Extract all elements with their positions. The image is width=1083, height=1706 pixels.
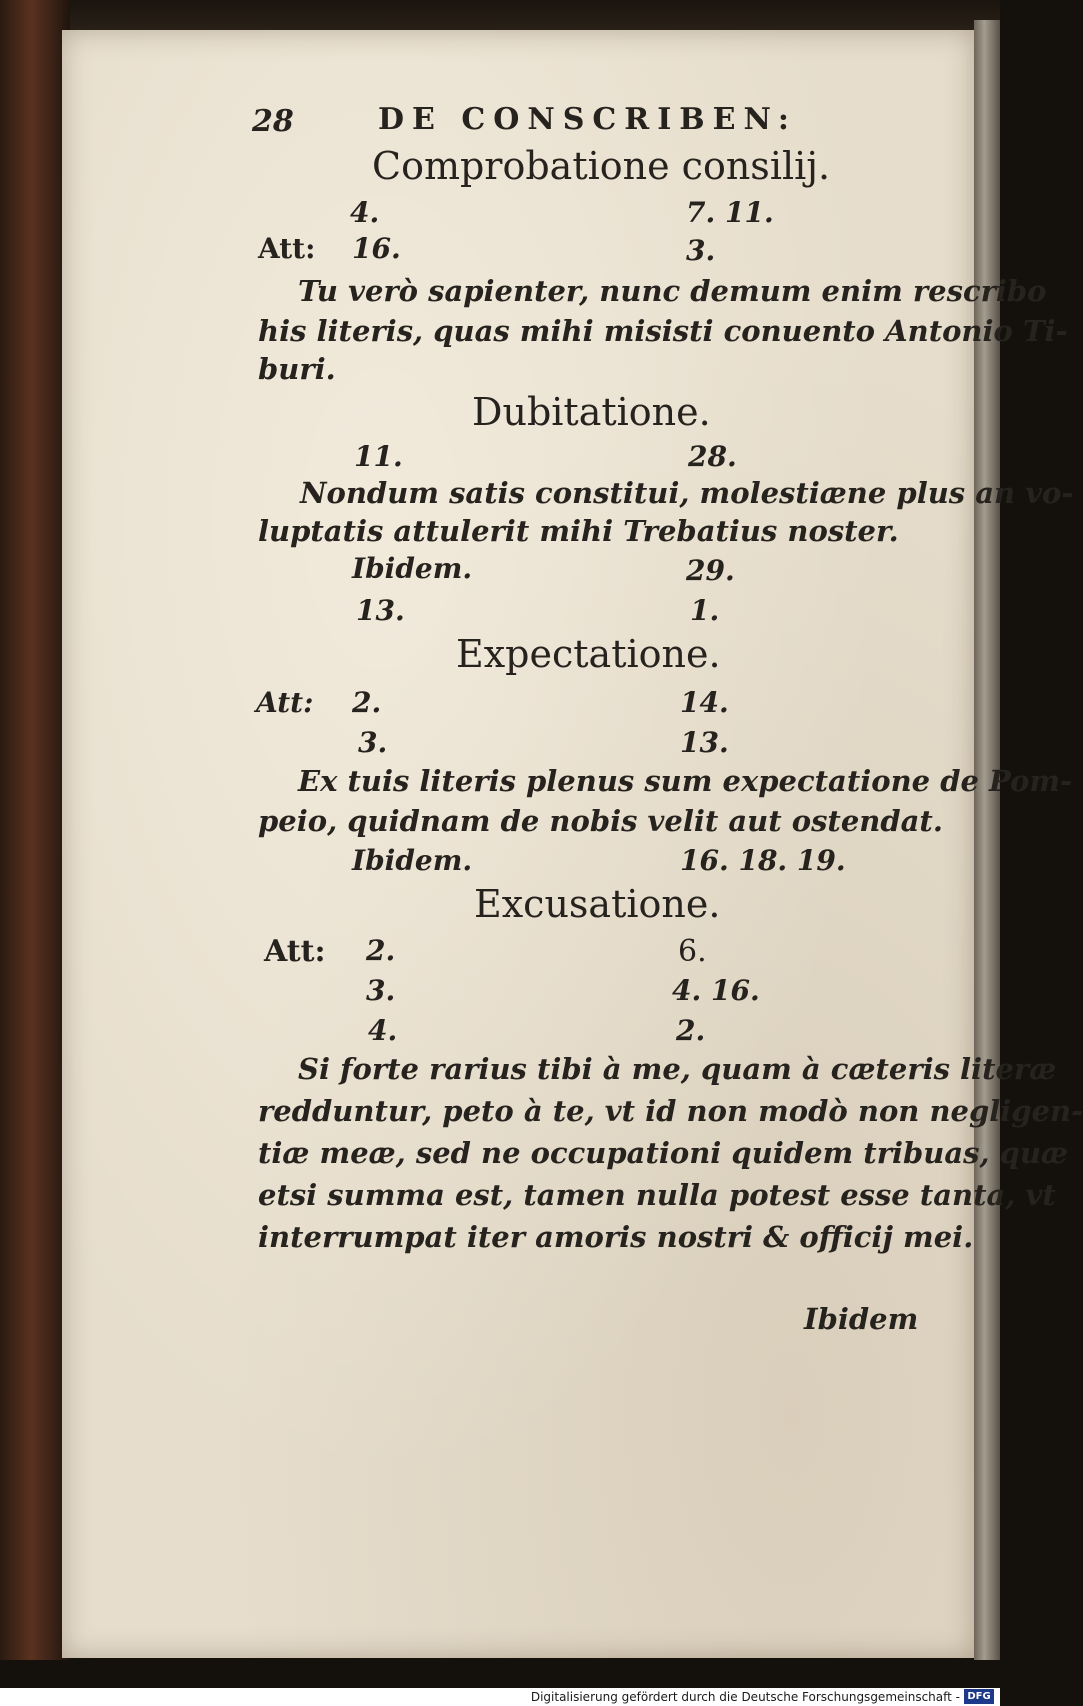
text-line: tiæ meæ, sed ne occupationi quidem tribuas, quæ: [258, 1136, 1069, 1170]
ref: 6.: [678, 934, 707, 969]
section-heading-excusatione: Excusatione.: [474, 882, 721, 926]
page-number: 28: [252, 104, 294, 139]
ref: 4. 16.: [672, 974, 760, 1007]
text-line: Tu verò sapienter, nunc demum enim rescribo: [298, 274, 1047, 308]
section-heading-comprobatione: Comprobatione consilij.: [372, 144, 831, 188]
ref: 29.: [686, 554, 735, 587]
ref: 3.: [358, 726, 388, 759]
ref-label: Att:: [258, 232, 316, 265]
text-line: etsi summa est, tamen nulla potest esse tanta, vt: [258, 1178, 1056, 1212]
dfg-logo: DFG: [964, 1689, 994, 1704]
ref: 3.: [366, 974, 396, 1007]
section-heading-expectatione: Expectatione.: [456, 632, 721, 676]
text-line: Nondum satis constitui, molestiæne plus an vo-: [300, 476, 1074, 510]
ref: 1.: [690, 594, 720, 627]
text-line: redduntur, peto à te, vt id non modò non negligen-: [258, 1094, 1083, 1128]
text-line: Si forte rarius tibi à me, quam à cæteris literæ: [298, 1052, 1057, 1086]
ref: 4.: [350, 196, 380, 229]
ref: 4.: [368, 1014, 398, 1047]
text-line: Ex tuis literis plenus sum expectatione de Pom-: [298, 764, 1073, 798]
ref: 3.: [686, 234, 716, 267]
ref: 14.: [680, 686, 729, 719]
book-binding-left: [0, 0, 70, 1660]
ref: 16. 18. 19.: [680, 844, 846, 877]
ref: 7. 11.: [686, 196, 774, 229]
digitization-credit: Digitalisierung gefördert durch die Deutsche Forschungsgemeinschaft -: [530, 1690, 960, 1704]
ref: 16.: [352, 232, 401, 265]
ref: Ibidem.: [352, 844, 473, 877]
section-heading-dubitatione: Dubitatione.: [472, 390, 711, 434]
ref: 2.: [676, 1014, 706, 1047]
page-edge-right: [974, 20, 1000, 1660]
catchword: Ibidem: [804, 1302, 919, 1336]
book-cover-top: [60, 0, 1000, 34]
running-head: DE CONSCRIBEN:: [378, 102, 797, 137]
text-line: peio, quidnam de nobis velit aut ostendat.: [258, 804, 943, 838]
text-line: interrumpat iter amoris nostri & officij mei.: [258, 1220, 974, 1254]
text-line: his literis, quas mihi misisti conuento Antonio Ti-: [258, 314, 1068, 348]
ref: 13.: [356, 594, 405, 627]
ref: Ibidem.: [352, 552, 473, 585]
ref: 2.: [352, 686, 382, 719]
ref: 13.: [680, 726, 729, 759]
ref-label: Att:: [256, 686, 314, 719]
text-line: buri.: [258, 352, 336, 386]
ref: 11.: [354, 440, 403, 473]
ref: 2.: [366, 934, 396, 967]
ref-label: Att:: [264, 934, 326, 969]
book-page: [62, 30, 1083, 1658]
ref: 28.: [688, 440, 737, 473]
text-line: luptatis attulerit mihi Trebatius noster.: [258, 514, 899, 548]
